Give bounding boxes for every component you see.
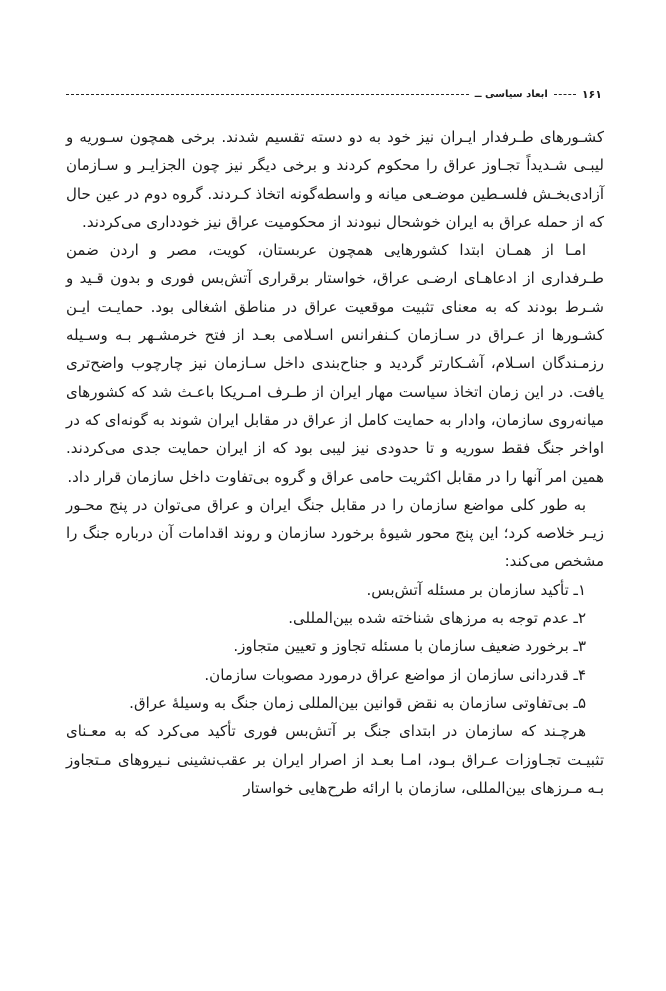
paragraph-3: به طور کلی مواضع سازمان را در مقابل جنگ ایران و عراق می‌توان در پنج محـور زیـر خلاصه کرد؛ این پنج محور شیوۀ برخورد سازمان و روند اقدامات آن درباره جنگ را مشخص می‌کند: bbox=[66, 495, 604, 571]
list-item-1: ۱ـ تأکید سازمان بر مسئله آتش‌بس. bbox=[366, 580, 586, 599]
running-header bbox=[66, 86, 602, 102]
header-divider-short bbox=[554, 94, 576, 95]
list-item-3: ۳ـ برخورد ضعیف سازمان با مسئله تجاوز و تعیین متجاوز. bbox=[233, 637, 586, 656]
paragraph-1: کشـورهای طـرفدار ایـران نیز خود به دو دسته تقسیم شدند. برخی همچون سـوریه و لیبـی شـدیداً تجـاوز عراق را محکوم کردند و برخی دیگر نیز چون الجزایـر و سـازمان آزادی‌بخـش فلسـطین موضـعی میانه و واسطه‌گونه اتخاذ کـردند. گروه دوم در عین حال که از حمله عراق به ایران خوشحال نبودند از محکومیت عراق نیز خودداری می‌کردند. bbox=[66, 128, 604, 231]
list-item-2: ۲ـ عدم توجه به مرزهای شناخته شده بین‌المللی. bbox=[288, 609, 586, 628]
list-item-4: ۴ـ قدردانی سازمان از مواضع عراق درمورد مصوبات سازمان. bbox=[204, 665, 586, 684]
paragraph-4: هرچـند که سازمان در ابتدای جنگ بر آتش‌بس فوری تأکید می‌کرد که به معـنای تثبیـت تجـاوزات عـراق بـود، امـا بعـد از اصرار ایران بر عقب‌نشینی نـیروهای مـتجاوز بـه مـرزهای بین‌المللی، سازمان با ارائه طرح‌هایی خواستار bbox=[66, 722, 604, 797]
paragraph-2: امـا از همـان ابتدا کشورهایی همچون عربستان، کویت، مصر و اردن ضمن طـرفداری از ادعاهـای ارضـی عراق، خواستار برقراری آتش‌بس فوری و بدون قـید و شـرط بودند که به معنای تثبیت موقعیت عراق در مناطق اشغالی بود. حمایـت ایـن کشـورها از عـراق در سـازمان کـنفرانس اسـلامی بعـد از فتح خرمشـهر بـه وسـیله رزمـندگان اسـلام، آشـکارتر گردید و جناح‌بندی داخل سـازمان نیز چارچوب واضح‌تری یافت. در این زمان اتخاذ سیاست مهار ایران از طـرف امـریکا باعـث شد که کشورهای میانه‌روی سازمان، وادار به حمایت کامل از عراق در مقابل ایران شوند به گونه‌ای که در اواخر جنگ فقط سوریه و تا حدودی نیز لیبی بود که از ایران حمایت جدی می‌کردند. همین امر آنها را در مقابل اکثریت حامی عراق و گروه بی‌تفاوت داخل سازمان قرار داد. bbox=[66, 241, 604, 486]
body-text bbox=[66, 123, 604, 802]
list-item-5: ۵ـ بی‌تفاوتی سازمان به نقض قوانین بین‌المللی زمان جنگ به وسیلۀ عراق. bbox=[129, 693, 586, 712]
running-title: ابعاد سیاسی ــ bbox=[474, 88, 548, 100]
page-number: ۱۶۱ bbox=[581, 87, 602, 101]
header-divider bbox=[66, 94, 469, 95]
